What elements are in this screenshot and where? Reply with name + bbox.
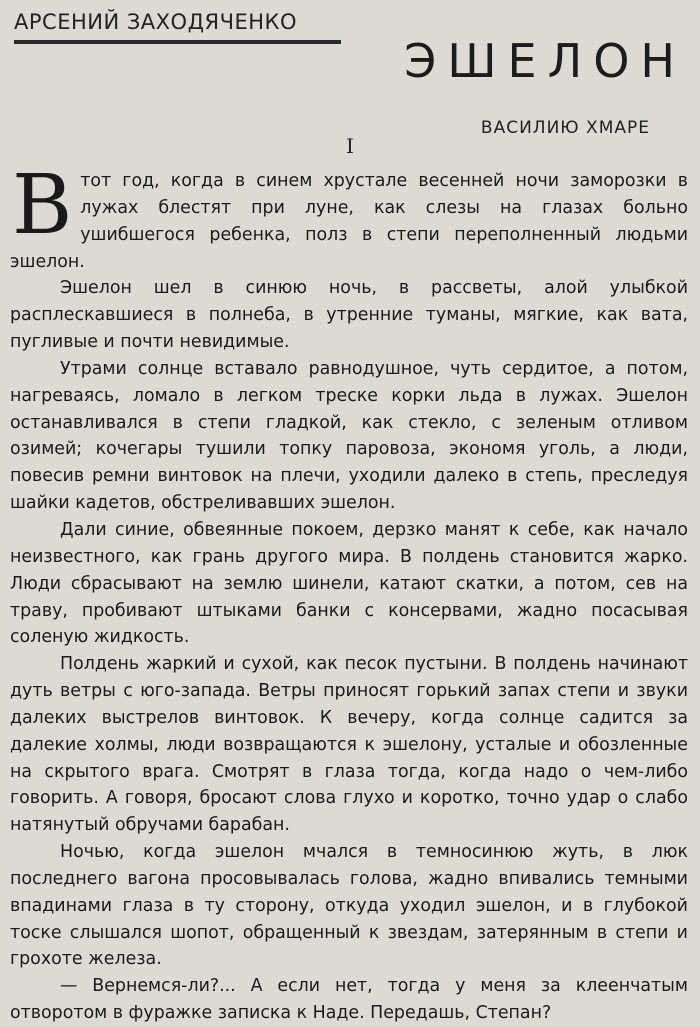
dedication: ВАСИЛИЮ ХМАРЕ	[480, 118, 650, 138]
paragraph-7: — Вернемся-ли?... А если нет, тогда у меня за клеенчатым отворотом в фуражке записка к Наде. Передашь, Степан?	[10, 976, 688, 1024]
paragraph-1	[10, 158, 688, 275]
paragraph-4: Дали синие, обвеянные покоем, дерзко манят к себе, как начало неизвестного, как грань другого мира. В полдень становится жарко. Люди сбрасывают на землю шинели, катают скатки, а потом, сев на траву, пробивают штыками банки с консервами, жадно посасывая соленую жидкость.	[10, 519, 688, 648]
paragraph-5: Полдень жаркий и сухой, как песок пустыни. В полдень начинают дуть ветры с юго-запада. Ветры приносят горький запах степи и звуки далеких выстрелов винтовок. К вечеру, когда солнце садится за далекие холмы, люди возвращаются к эшелону, усталые и обозленные на скрытого врага. Смотрят в глаза тогда, когда надо о чем-либо говорить. А говоря, бросают слова глухо и коротко, точно удар о слабо натянутый обручами барабан.	[10, 654, 688, 836]
paragraph-1-text: тот год, когда в синем хрустале весенней ночи заморозки в лужах блестят при луне, как слезы на глазах больно ушибшегося ребенка, полз в степи переполненный людьми эшелон.	[10, 171, 688, 272]
paragraph-3: Утрами солнце вставало равнодушное, чуть сердитое, а потом, нагреваясь, ломало в легком треске корки льда в лужах. Эшелон останавливался в степи гладкой, как стекло, с зеленым отливом озимей; кочегары тушили топку паровоза, экономя уголь, а люди, повесив ремни винтовок на плечи, уходили далеко в степь, преследуя шайки кадетов, обстреливавших эшелон.	[10, 358, 688, 514]
author-underline	[14, 40, 341, 44]
paragraph-6: Ночью, когда эшелон мчался в темносинюю жуть, в люк последнего вагона просовывалась голова, жадно впивались темными впадинами глаза в ту сторону, откуда уходил эшелон, и в глубокой тоске слышался шопот, обращенный к звездам, затерянным в степи и грохоте железа.	[10, 842, 688, 970]
story-title: ЭШЕЛОН	[404, 34, 686, 88]
drop-cap: В	[12, 158, 73, 253]
story-body	[10, 158, 688, 1027]
paragraph-2: Эшелон шел в синюю ночь, в рассветы, алой улыбкой расплескавшиеся в полнеба, в утренние туманы, мягкие, как вата, пугливые и почти невидимые.	[10, 278, 688, 353]
chapter-number: I	[346, 134, 354, 158]
author-name: АРСЕНИЙ ЗАХОДЯЧЕНКО	[14, 10, 297, 34]
